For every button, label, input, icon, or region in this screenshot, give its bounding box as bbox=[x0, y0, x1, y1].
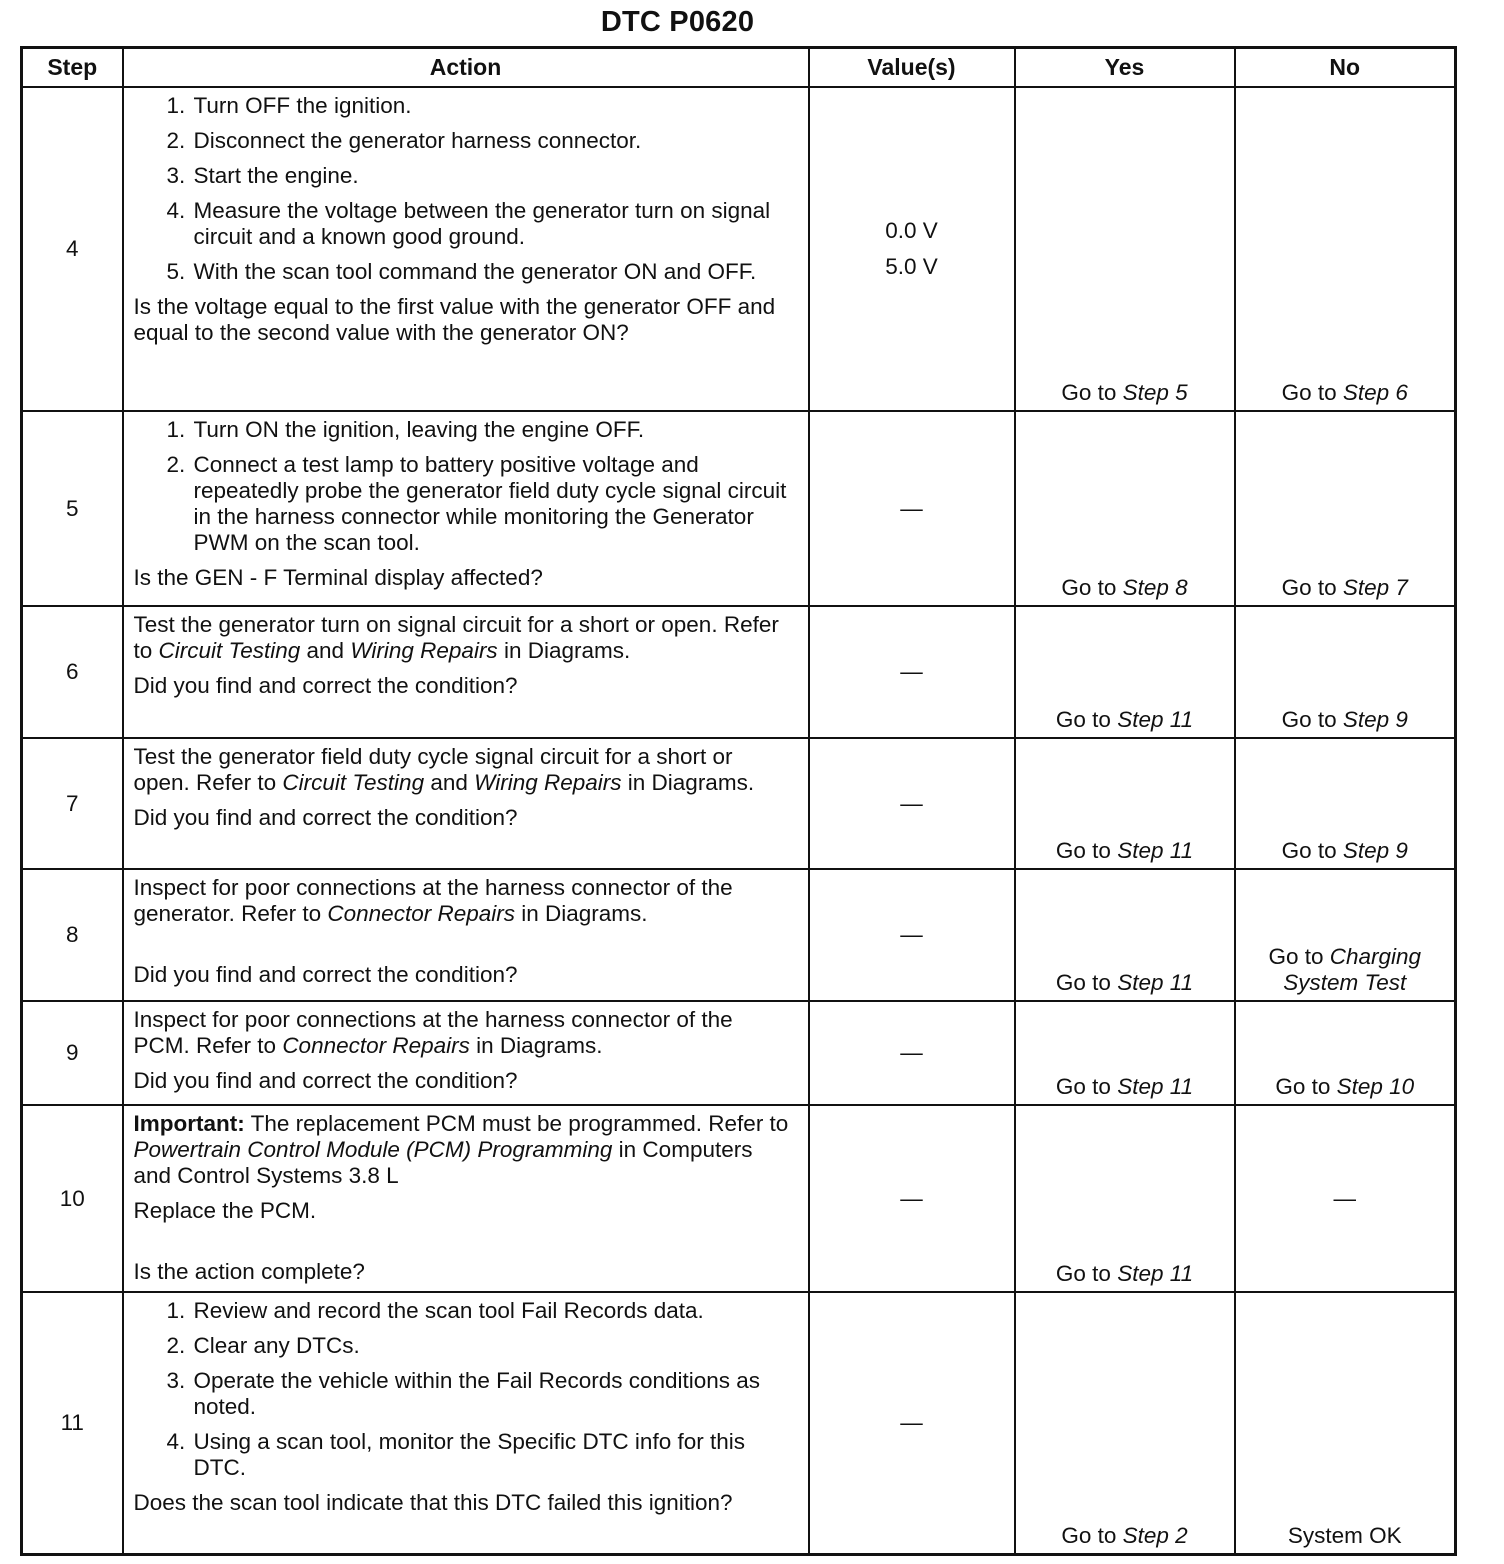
value-cell: — bbox=[809, 411, 1015, 606]
step-number: 6 bbox=[22, 606, 123, 738]
no-target: Step 10 bbox=[1336, 1074, 1415, 1099]
instruction-list bbox=[134, 417, 794, 556]
header-row bbox=[22, 48, 1456, 88]
action-cell bbox=[123, 738, 809, 869]
list-item: 3. Start the engine. bbox=[192, 163, 794, 189]
spacer bbox=[134, 1233, 794, 1259]
value-second: 5.0 V bbox=[885, 254, 938, 279]
no-cell bbox=[1235, 411, 1456, 606]
no-cell bbox=[1235, 738, 1456, 869]
value-cell bbox=[809, 87, 1015, 411]
instruction-body: Test the generator turn on signal circuit for a short or open. Refer to bbox=[133, 612, 779, 663]
step-number: 11 bbox=[22, 1292, 123, 1554]
reference-link: Connector Repairs bbox=[327, 901, 515, 926]
yes-target: Step 11 bbox=[1117, 1074, 1194, 1099]
table-row bbox=[22, 87, 1456, 411]
instruction-text bbox=[134, 875, 794, 927]
instruction-tail: in Diagrams. bbox=[503, 638, 631, 663]
question: Does the scan tool indicate that this DTC failed this ignition? bbox=[133, 1490, 733, 1515]
reference-link: Wiring Repairs bbox=[474, 770, 622, 795]
yes-cell bbox=[1015, 738, 1235, 869]
yes-cell bbox=[1015, 606, 1235, 738]
yes-target: Step 8 bbox=[1122, 575, 1188, 600]
table-row bbox=[22, 1292, 1456, 1554]
no-cell bbox=[1235, 606, 1456, 738]
goto-label: Go to bbox=[1055, 1074, 1111, 1099]
table-row bbox=[22, 869, 1456, 1001]
conjunction: and bbox=[430, 770, 468, 795]
yes-cell bbox=[1015, 87, 1235, 411]
col-header-no: No bbox=[1235, 48, 1456, 88]
question: Did you find and correct the condition? bbox=[133, 1068, 518, 1093]
action-cell bbox=[123, 1001, 809, 1105]
action-cell bbox=[123, 1292, 809, 1554]
reference-link: Powertrain Control Module (PCM) Programming bbox=[133, 1137, 613, 1162]
no-target: Charging System Test bbox=[1283, 944, 1422, 995]
step-number: 10 bbox=[22, 1105, 123, 1292]
question: Did you find and correct the condition? bbox=[133, 962, 518, 987]
important-label: Important: bbox=[133, 1111, 245, 1136]
table-row bbox=[22, 1105, 1456, 1292]
action-cell bbox=[123, 411, 809, 606]
goto-label: Go to bbox=[1055, 838, 1111, 863]
instruction-body: Inspect for poor connections at the harness connector of the PCM. Refer to bbox=[133, 1007, 733, 1058]
question: Is the GEN - F Terminal display affected? bbox=[133, 565, 543, 590]
yes-cell bbox=[1015, 869, 1235, 1001]
goto-label: Go to bbox=[1055, 970, 1111, 995]
yes-cell bbox=[1015, 1292, 1235, 1554]
action-cell bbox=[123, 869, 809, 1001]
step-number: 7 bbox=[22, 738, 123, 869]
reference-link: Circuit Testing bbox=[282, 770, 425, 795]
instruction-tail: in Diagrams. bbox=[627, 770, 755, 795]
yes-cell bbox=[1015, 411, 1235, 606]
table-row bbox=[22, 1001, 1456, 1105]
goto-label: Go to bbox=[1275, 1074, 1331, 1099]
instruction-body: The replacement PCM must be programmed. Refer to bbox=[250, 1111, 789, 1136]
reference-link: Connector Repairs bbox=[282, 1033, 470, 1058]
question: Is the voltage equal to the first value with the generator OFF and equal to the second value with the generator ON? bbox=[133, 294, 776, 345]
no-target: Step 9 bbox=[1342, 707, 1408, 732]
value-cell: — bbox=[809, 606, 1015, 738]
step-number: 5 bbox=[22, 411, 123, 606]
goto-label: Go to bbox=[1061, 575, 1117, 600]
instruction-tail: in Diagrams. bbox=[521, 901, 648, 926]
step-number: 9 bbox=[22, 1001, 123, 1105]
col-header-step: Step bbox=[22, 48, 123, 88]
action-cell bbox=[123, 87, 809, 411]
goto-label: Go to bbox=[1281, 380, 1337, 405]
list-item: 2. Disconnect the generator harness connector. bbox=[192, 128, 794, 154]
question: Is the action complete? bbox=[133, 1259, 365, 1284]
list-item: 4. Using a scan tool, monitor the Specific DTC info for this DTC. bbox=[192, 1429, 794, 1481]
no-cell: — bbox=[1235, 1105, 1456, 1292]
table-row bbox=[22, 411, 1456, 606]
goto-label: Go to bbox=[1061, 1522, 1117, 1548]
yes-target: Step 2 bbox=[1122, 1522, 1188, 1548]
question: Did you find and correct the condition? bbox=[133, 805, 518, 830]
no-target: Step 6 bbox=[1342, 380, 1408, 405]
action-cell bbox=[123, 1105, 809, 1292]
instruction-text bbox=[134, 1111, 794, 1189]
instruction-list bbox=[134, 93, 794, 285]
value-cell: — bbox=[809, 869, 1015, 1001]
goto-label: Go to bbox=[1281, 575, 1337, 600]
table-row bbox=[22, 606, 1456, 738]
instruction-list bbox=[134, 1298, 794, 1481]
value-first: 0.0 V bbox=[885, 218, 938, 243]
list-item: 2. Clear any DTCs. bbox=[192, 1333, 794, 1359]
step-number: 4 bbox=[22, 87, 123, 411]
step-number: 8 bbox=[22, 869, 123, 1001]
no-cell bbox=[1235, 87, 1456, 411]
instruction-body: Test the generator field duty cycle signal circuit for a short or open. Refer to bbox=[133, 744, 733, 795]
yes-target: Step 11 bbox=[1117, 970, 1194, 995]
goto-label: Go to bbox=[1281, 838, 1337, 863]
value-cell: — bbox=[809, 738, 1015, 869]
instruction-text bbox=[134, 744, 794, 796]
goto-label: Go to bbox=[1268, 944, 1324, 969]
yes-cell bbox=[1015, 1001, 1235, 1105]
col-header-action: Action bbox=[123, 48, 809, 88]
reference-link: Circuit Testing bbox=[158, 638, 301, 663]
page-title: DTC P0620 bbox=[600, 6, 755, 38]
no-target: Step 7 bbox=[1342, 575, 1408, 600]
question: Did you find and correct the condition? bbox=[133, 673, 518, 698]
spacer bbox=[134, 936, 794, 962]
list-item: 1. Turn ON the ignition, leaving the engine OFF. bbox=[192, 417, 794, 443]
yes-target: Step 11 bbox=[1117, 838, 1194, 863]
value-cell: — bbox=[809, 1292, 1015, 1554]
col-header-values: Value(s) bbox=[809, 48, 1015, 88]
list-item: 1. Review and record the scan tool Fail Records data. bbox=[192, 1298, 794, 1324]
no-target: Step 9 bbox=[1342, 838, 1408, 863]
instruction-tail: in Computers and Control Systems 3.8 L bbox=[133, 1137, 753, 1188]
yes-target: Step 11 bbox=[1117, 1261, 1194, 1286]
action-cell bbox=[123, 606, 809, 738]
no-cell bbox=[1235, 1001, 1456, 1105]
list-item: 1. Turn OFF the ignition. bbox=[192, 93, 794, 119]
reference-link: Wiring Repairs bbox=[350, 638, 498, 663]
list-item: 3. Operate the vehicle within the Fail Records conditions as noted. bbox=[192, 1368, 794, 1420]
no-cell: System OK bbox=[1235, 1292, 1456, 1554]
instruction-text bbox=[134, 612, 794, 664]
list-item: 4. Measure the voltage between the generator turn on signal circuit and a known good ground. bbox=[192, 198, 794, 250]
list-item: 2. Connect a test lamp to battery positive voltage and repeatedly probe the generator field duty cycle signal circuit in the harness connector while monitoring the Generator PWM on the scan tool. bbox=[192, 452, 794, 556]
goto-label: Go to bbox=[1055, 1261, 1111, 1286]
instruction-tail: in Diagrams. bbox=[476, 1033, 603, 1058]
conjunction: and bbox=[306, 638, 345, 663]
goto-label: Go to bbox=[1281, 707, 1337, 732]
goto-label: Go to bbox=[1061, 380, 1117, 405]
yes-target: Step 5 bbox=[1122, 380, 1188, 405]
value-cell: — bbox=[809, 1105, 1015, 1292]
no-cell bbox=[1235, 869, 1456, 1001]
diagnostic-table bbox=[20, 46, 1457, 1556]
instruction-body: Inspect for poor connections at the harness connector of the generator. Refer to bbox=[133, 875, 733, 926]
col-header-yes: Yes bbox=[1015, 48, 1235, 88]
table-row bbox=[22, 738, 1456, 869]
goto-label: Go to bbox=[1055, 707, 1111, 732]
value-cell: — bbox=[809, 1001, 1015, 1105]
yes-target: Step 11 bbox=[1117, 707, 1194, 732]
instruction-extra: Replace the PCM. bbox=[133, 1198, 317, 1223]
list-item: 5. With the scan tool command the generator ON and OFF. bbox=[192, 259, 794, 285]
instruction-text bbox=[134, 1007, 794, 1059]
yes-cell bbox=[1015, 1105, 1235, 1292]
